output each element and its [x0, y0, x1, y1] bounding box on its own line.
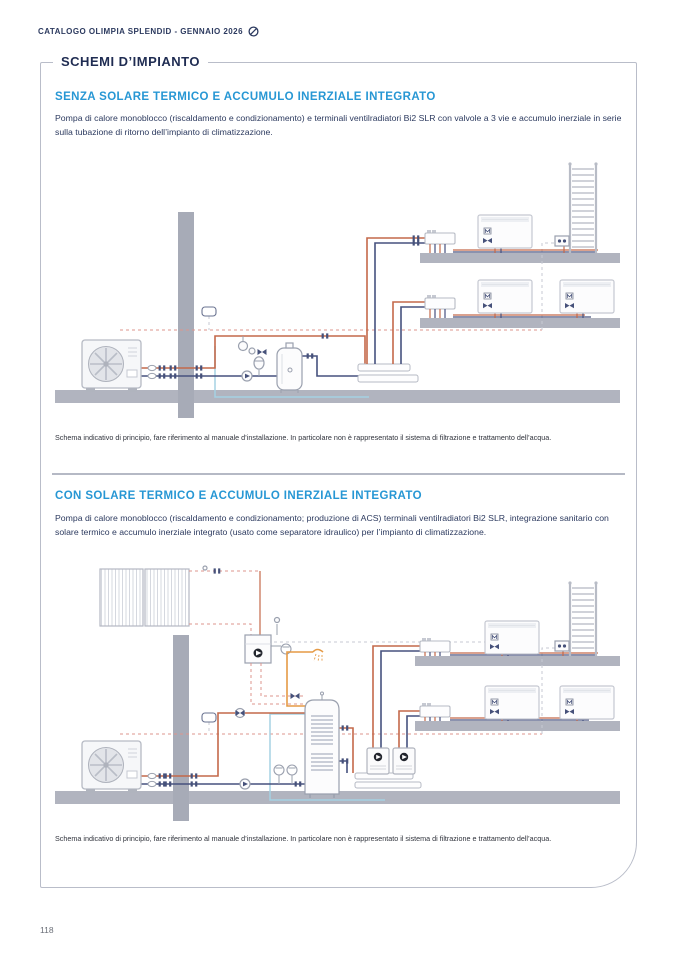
- section2-caption: Schema indicativo di principio, fare riferimento al manuale d’installazione. In particolare non è rappresentato il sistema di filtrazione e trattamento dell’acqua.: [55, 834, 552, 843]
- diagram-con-solare: [55, 556, 620, 834]
- fan-coil-unit: [485, 621, 539, 654]
- fan-coil-unit: [560, 686, 614, 719]
- section1-caption: Schema indicativo di principio, fare riferimento al manuale d’installazione. In particolare non è rappresentato il sistema di filtrazione e trattamento dell’acqua.: [55, 433, 552, 442]
- air-vent-icon: [275, 618, 280, 623]
- inertial-buffer-tank: [277, 343, 302, 393]
- manifold-lower: [425, 295, 455, 318]
- combi-storage-tank: [305, 692, 339, 798]
- towel-radiator: [568, 162, 597, 253]
- expansion-vessels: [274, 765, 297, 784]
- fan-coil-unit: [560, 280, 614, 313]
- outdoor-heat-pump-unit: [82, 741, 141, 793]
- section-frame-legend: SCHEMI D’IMPIANTO: [53, 54, 208, 69]
- olimpia-splendid-logo-icon: [248, 26, 259, 37]
- solar-collectors: [100, 569, 189, 626]
- riser-pipes: [373, 646, 420, 748]
- catalog-title: CATALOGO OLIMPIA SPLENDID - GENNAIO 2026: [38, 27, 243, 36]
- outdoor-heat-pump-unit: [82, 340, 141, 392]
- wall: [173, 635, 189, 821]
- insulated-pipe-duct: [358, 364, 410, 371]
- floor-slab-lower: [415, 721, 620, 731]
- solar-to-tank-dashed: [251, 663, 305, 704]
- solar-pump-station: [245, 618, 291, 664]
- section-divider: [52, 473, 625, 475]
- room-thermostat: [202, 713, 216, 722]
- radiator-valve-box: [555, 236, 569, 246]
- page-number: 118: [40, 925, 54, 935]
- floor-slab-upper: [415, 656, 620, 666]
- expansion-vessel-icon: [254, 357, 264, 369]
- floor-slab-upper: [420, 253, 620, 263]
- fan-coil-unit: [478, 280, 532, 313]
- diagram-senza-solare: [55, 150, 620, 422]
- manifold-upper: [425, 230, 455, 253]
- insulated-pipe-duct: [358, 375, 418, 382]
- section1-description: Pompa di calore monoblocco (riscaldamento e condizionamento) e terminali ventilradiatori Bi2 SLR con valvole a 3 vie e accumulo inerziale in serie sulla tubazione di ritorno dell’impianto di climatizzazione.: [55, 113, 622, 137]
- section2-description: Pompa di calore monoblocco (riscaldamento e condizionamento; produzione di ACS) terminali ventilradiatori Bi2 SLR, integrazione sanitario con solare termico e accumulo inerziale integrato (usato come separatore idraulico) per l’impianto di climatizzazione.: [55, 513, 609, 537]
- hydraulic-group: [239, 336, 267, 376]
- towel-radiator: [568, 581, 597, 656]
- riser-pipes: [367, 238, 425, 364]
- room-thermostat: [202, 307, 216, 316]
- solar-circuit-pipes: [189, 566, 260, 635]
- section2-heading: CON SOLARE TERMICO E ACCUMULO INERZIALE INTEGRATO: [55, 490, 422, 502]
- pump-group: [393, 748, 415, 774]
- fan-coil-unit: [478, 215, 532, 248]
- fan-coil-unit: [485, 686, 539, 719]
- insulated-pipe-duct: [355, 782, 421, 788]
- manifold-upper: [420, 638, 450, 656]
- wall: [178, 212, 194, 418]
- pump-group: [367, 748, 389, 774]
- section1-heading: SENZA SOLARE TERMICO E ACCUMULO INERZIALE INTEGRATO: [55, 91, 436, 103]
- shower-spray-icon: [314, 654, 322, 662]
- manifold-lower: [420, 703, 450, 721]
- page-header: [38, 26, 259, 37]
- floor-slab-lower: [420, 318, 620, 328]
- radiator-valve-box: [555, 641, 569, 651]
